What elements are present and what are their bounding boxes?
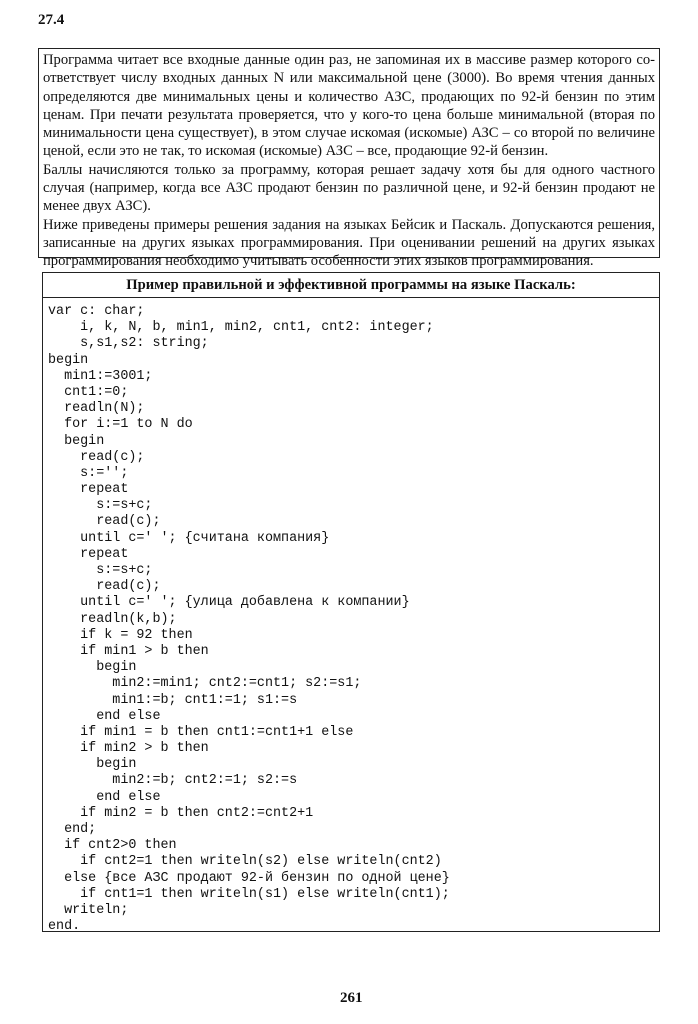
code-line: read(c); bbox=[48, 514, 161, 530]
code-line: var c: char; bbox=[48, 304, 145, 319]
code-line: min2:=b; cnt2:=1; s2:=s bbox=[48, 773, 298, 789]
code-line: begin bbox=[48, 352, 89, 368]
text-line: ответствует числу входных данных N или максимальной цене (3000). Во время чтения данных bbox=[43, 70, 655, 87]
text-line: случая (например, когда все АЗС продают бензин по различной цене, и 92-й бензин продают не bbox=[43, 180, 655, 197]
code-line: s:=s+c; bbox=[48, 498, 153, 514]
explanation-paragraph bbox=[43, 216, 655, 271]
code-line: s:=s+c; bbox=[48, 563, 153, 578]
code-line: cnt1:=0; bbox=[48, 384, 129, 400]
text-line: менее двух АЗС). bbox=[43, 198, 151, 215]
code-line: readln(k,b); bbox=[48, 611, 177, 627]
code-line: else {все АЗС продают 92-й бензин по одной цене} bbox=[48, 870, 450, 886]
code-line: if cnt1=1 then writeln(s1) else writeln(cnt1); bbox=[48, 886, 450, 902]
code-line: if cnt2>0 then bbox=[48, 838, 177, 854]
section-number: 27.4 bbox=[38, 12, 65, 28]
text-line: ценам. При печати результата проверяется, что у кого-то цена больше минимальной (вторая по bbox=[43, 106, 655, 123]
page-number: 261 bbox=[340, 990, 363, 1006]
text-line: программирования необходимо учитывать особенности этих языков программирования. bbox=[43, 253, 594, 270]
code-line: read(c); bbox=[48, 579, 161, 595]
text-line: Баллы начисляются только за программу, которая решает задачу хотя бы для одного частного bbox=[43, 161, 655, 178]
text-line: записанные на других языках программирования. При оценивании решений на других языках bbox=[43, 234, 655, 251]
code-line: begin bbox=[48, 660, 137, 676]
code-line: read(c); bbox=[48, 449, 145, 465]
text-line: ценой, если это не так, то искомая (искомые) АЗС – все, продающие 92-й бензин. bbox=[43, 143, 549, 160]
explanation-box bbox=[38, 48, 660, 270]
code-line: s,s1,s2: string; bbox=[48, 336, 209, 352]
code-line: for i:=1 to N do bbox=[48, 417, 193, 433]
code-line: if min2 = b then cnt2:=cnt2+1 bbox=[48, 805, 314, 821]
program-box bbox=[42, 272, 660, 935]
code-line: end; bbox=[48, 822, 97, 837]
code-line: repeat bbox=[48, 482, 129, 498]
code-line: if cnt2=1 then writeln(s2) else writeln(cnt2) bbox=[48, 854, 442, 870]
code-line: if min1 > b then bbox=[48, 643, 209, 659]
code-line: min2:=min1; cnt2:=cnt1; s2:=s1; bbox=[48, 676, 362, 692]
code-line: end. bbox=[48, 919, 81, 935]
code-line: if min2 > b then bbox=[48, 741, 209, 757]
code-listing bbox=[43, 298, 659, 935]
code-line: i, k, N, b, min1, min2, cnt1, cnt2: integer; bbox=[48, 320, 434, 336]
code-line: s:=''; bbox=[48, 465, 129, 481]
code-line: if k = 92 then bbox=[48, 627, 193, 643]
code-line: end else bbox=[48, 708, 161, 724]
explanation-paragraph bbox=[43, 161, 655, 216]
explanation-paragraph bbox=[43, 51, 655, 161]
code-line: min1:=3001; bbox=[48, 368, 153, 384]
code-line: begin bbox=[48, 433, 105, 449]
code-line: readln(N); bbox=[48, 401, 145, 417]
text-line: Программа читает все входные данные один раз, не запоминая их в массиве размер которого со- bbox=[43, 52, 655, 68]
code-line: min1:=b; cnt1:=1; s1:=s bbox=[48, 692, 298, 708]
code-line: if min1 = b then cnt1:=cnt1+1 else bbox=[48, 724, 354, 740]
code-line: until c=' '; {считана компания} bbox=[48, 530, 330, 546]
code-line: until c=' '; {улица добавлена к компании} bbox=[48, 595, 410, 611]
program-title: Пример правильной и эффективной программы на языке Паскаль: bbox=[43, 273, 659, 298]
code-line: repeat bbox=[48, 546, 129, 562]
code-line: writeln; bbox=[48, 902, 129, 918]
text-line: определяются две минимальных цены и количество АЗС, продающих по 92-й бензин по этим bbox=[43, 88, 655, 105]
code-line: end else bbox=[48, 789, 161, 805]
code-line: begin bbox=[48, 757, 137, 773]
text-line: Ниже приведены примеры решения задания на языках Бейсик и Паскаль. Допускаются решения, bbox=[43, 216, 655, 233]
text-line: минимальности цена существует), в этом случае искомая (искомые) АЗС – со второй по величине bbox=[43, 125, 655, 142]
